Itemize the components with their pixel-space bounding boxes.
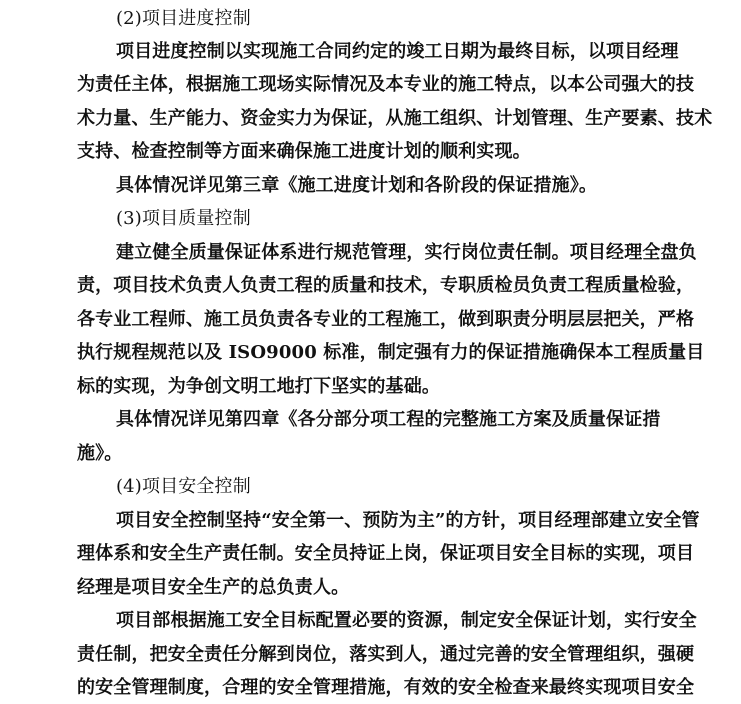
heading-text: (2)项目进度控制 — [116, 8, 251, 29]
paragraph-line: 术力量、生产能力、资金实力为保证，从施工组织、计划管理、生产要素、技术 — [77, 108, 713, 129]
paragraph-line: 项目部根据施工安全目标配置必要的资源，制定安全保证计划，实行安全 — [116, 610, 697, 631]
paragraph-line: 施》。 — [77, 443, 123, 464]
paragraph-line: 各专业工程师、施工员负责各专业的工程施工，做到职责分明层层把关，严格 — [77, 309, 695, 330]
heading-text: (4)项目安全控制 — [116, 476, 251, 497]
paragraph-line: 标的实现，为争创文明工地打下坚实的基础。 — [77, 376, 440, 397]
paragraph-line: 责，项目技术负责人负责工程的质量和技术，专职质检员负责工程质量检验， — [77, 275, 695, 296]
paragraph-line: 具体情况详见第三章《施工进度计划和各阶段的保证措施》。 — [116, 175, 598, 196]
paragraph-line: 为责任主体，根据施工现场实际情况及本专业的施工特点，以本公司强大的技 — [77, 74, 695, 95]
paragraph-line: 责任制，把安全责任分解到岗位，落实到人，通过完善的安全管理组织，强硬 — [77, 644, 695, 665]
paragraph-line: 理体系和安全生产责任制。安全员持证上岗，保证项目安全目标的实现，项目 — [77, 543, 695, 564]
paragraph-line: 具体情况详见第四章《各分部分项工程的完整施工方案及质量保证措 — [116, 409, 661, 430]
paragraph-line: 执行规程规范以及 ISO9000 标准，制定强有力的保证措施确保本工程质量目 — [77, 342, 705, 363]
section-heading-safety — [0, 472, 741, 502]
paragraph-line: 建立健全质量保证体系进行规范管理，实行岗位责任制。项目经理全盘负 — [116, 242, 697, 263]
paragraph-line: 项目进度控制以实现施工合同约定的竣工日期为最终目标，以项目经理 — [116, 41, 679, 62]
heading-text: (3)项目质量控制 — [116, 208, 251, 229]
section-heading-quality — [0, 204, 741, 234]
paragraph-line: 支持、检查控制等方面来确保施工进度计划的顺利实现。 — [77, 141, 531, 162]
paragraph-line: 的安全管理制度，合理的安全管理措施，有效的安全检查来最终实现项目安全 — [77, 677, 695, 698]
section-heading-progress — [0, 4, 741, 34]
paragraph-line: 经理是项目安全生产的总负责人。 — [77, 577, 350, 598]
paragraph-line: 项目安全控制坚持“安全第一、预防为主”的方针，项目经理部建立安全管 — [116, 510, 700, 531]
